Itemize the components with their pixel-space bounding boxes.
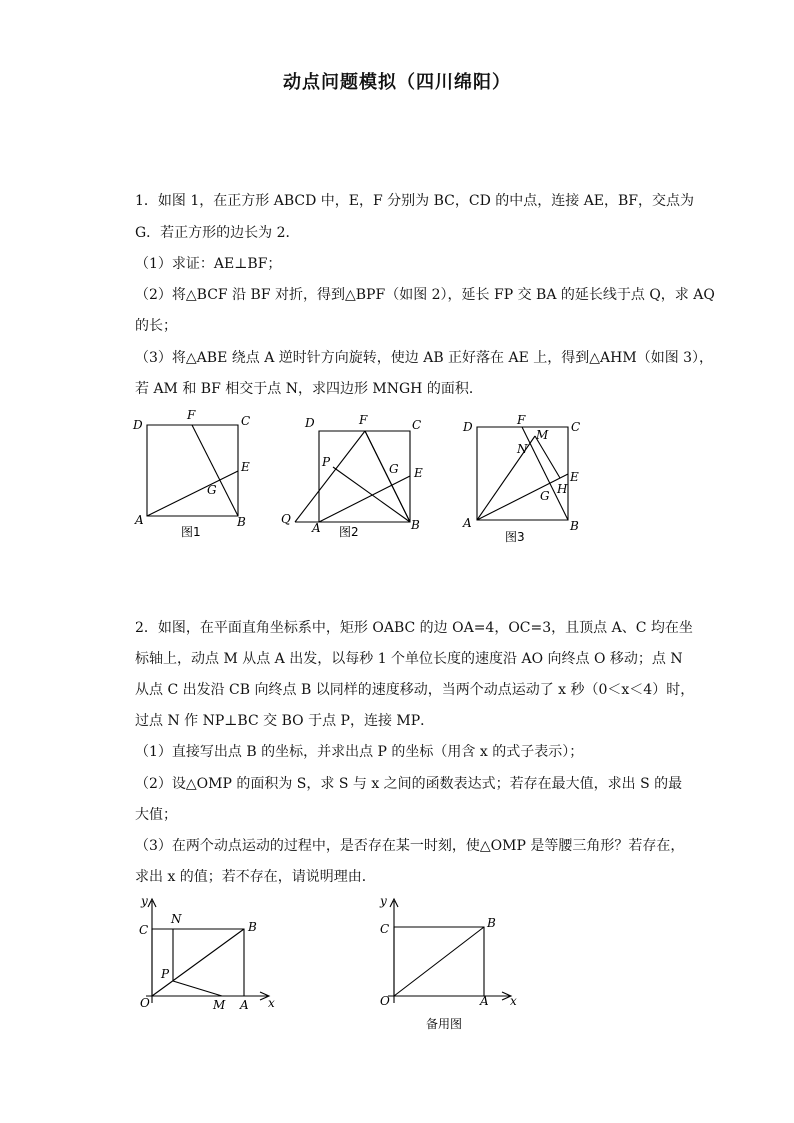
fig4-label-p: P <box>161 967 170 981</box>
problem1-line-5: 的长； <box>135 318 177 334</box>
fig1-label-a: A <box>135 513 144 527</box>
fig3-label-g: G <box>540 489 550 503</box>
problem2-line-9: 求出 x 的值；若不存在，请说明理由． <box>135 869 376 885</box>
fig3-label-e: E <box>570 470 579 484</box>
fig2-label-c: C <box>412 418 422 432</box>
fig4-label-a: A <box>240 998 249 1012</box>
figure-1 <box>125 405 265 545</box>
fig5-label-x: x <box>510 994 517 1008</box>
problem1-line-2: G．若正方形的边长为 2． <box>135 225 300 241</box>
fig4-label-b: B <box>248 920 257 934</box>
figure-3 <box>455 405 595 550</box>
fig3-label-m: M <box>536 428 549 442</box>
fig4-label-m: M <box>213 998 226 1012</box>
fig4-label-y: y <box>141 894 148 908</box>
fig3-segment-ae <box>477 474 568 520</box>
fig2-square <box>319 431 410 522</box>
problem2-line-8: （3）在两个动点运动的过程中，是否存在某一时刻，使△OMP 是等腰三角形？若存在， <box>135 838 685 854</box>
problem1-line-6: （3）将△ABE 绕点 A 逆时针方向旋转，使边 AB 正好落在 AE 上，得到△AHM（如图 3）， <box>135 350 714 366</box>
fig2-label-d: D <box>305 416 315 430</box>
fig5-label-y: y <box>380 894 387 908</box>
fig1-label-e: E <box>241 460 250 474</box>
fig1-label-f: F <box>187 408 196 422</box>
fig1-segment-ae <box>147 471 238 516</box>
problem2-line-4: 过点 N 作 NP⊥BC 交 BO 于点 P，连接 MP． <box>135 713 435 729</box>
page-title: 动点问题模拟（四川绵阳） <box>283 72 511 93</box>
fig2-label-g: G <box>389 462 399 476</box>
fig5-caption: 备用图 <box>426 1017 463 1031</box>
fig2-caption: 图2 <box>339 525 359 539</box>
fig2-segment-qf <box>295 431 365 522</box>
fig3-square <box>477 427 568 520</box>
fig3-caption: 图3 <box>505 530 525 544</box>
fig2-label-b: B <box>411 518 420 532</box>
problem2-line-1: 2．如图，在平面直角坐标系中，矩形 OABC 的边 OA=4，OC=3，且顶点 A、C 均在坐 <box>135 620 693 636</box>
fig1-square <box>147 425 238 516</box>
fig4-label-n: N <box>171 912 182 926</box>
fig2-segment-fb-dup <box>365 431 410 522</box>
fig4-label-o: O <box>140 996 150 1010</box>
fig5-label-o: O <box>380 994 390 1008</box>
fig2-label-e: E <box>414 466 423 480</box>
fig4-segment-pm <box>173 981 222 996</box>
fig2-label-f: F <box>359 413 368 427</box>
fig2-label-a: A <box>312 521 321 535</box>
fig1-segment-bf <box>192 425 238 516</box>
problem2-line-6: （2）设△OMP 的面积为 S，求 S 与 x 之间的函数表达式；若存在最大值，求出 S 的最 <box>135 776 683 792</box>
fig3-label-d: D <box>463 420 473 434</box>
fig1-caption: 图1 <box>181 525 201 539</box>
fig3-label-b: B <box>570 519 579 533</box>
figure-2 <box>275 405 435 545</box>
fig5-label-a: A <box>480 994 489 1008</box>
fig1-label-g: G <box>207 483 217 497</box>
fig3-label-h: H <box>557 482 568 496</box>
fig1-label-c: C <box>241 414 251 428</box>
problem1-line-7: 若 AM 和 BF 相交于点 N，求四边形 MNGH 的面积． <box>135 381 483 397</box>
fig1-label-b: B <box>237 515 246 529</box>
fig1-label-d: D <box>133 418 143 432</box>
fig3-label-c: C <box>571 420 581 434</box>
fig5-label-b: B <box>487 916 496 930</box>
fig4-label-c: C <box>139 923 149 937</box>
fig2-segment-ae <box>319 476 410 522</box>
fig2-label-q: Q <box>281 512 291 526</box>
problem1-line-1: 1．如图 1，在正方形 ABCD 中，E，F 分别为 BC，CD 的中点，连接 AE，BF，交点为 <box>135 193 695 209</box>
fig2-label-p: P <box>322 455 331 469</box>
problem1-line-3: （1）求证：AE⊥BF； <box>135 256 282 272</box>
fig3-label-f: F <box>517 413 526 427</box>
fig3-segment-mh <box>535 436 560 478</box>
problem2-line-5: （1）直接写出点 B 的坐标，并求出点 P 的坐标（用含 x 的式子表示）； <box>135 744 584 760</box>
problem2-line-7: 大值； <box>135 807 177 823</box>
fig5-segment-ob <box>394 927 484 996</box>
figure-4 <box>130 893 290 1028</box>
fig4-segment-ob <box>152 929 244 996</box>
figure-5 <box>370 893 530 1033</box>
fig5-label-c: C <box>380 922 390 936</box>
fig4-label-x: x <box>268 996 275 1010</box>
fig3-label-a: A <box>463 516 472 530</box>
fig3-label-n: N <box>517 442 528 456</box>
problem1-line-4: （2）将△BCF 沿 BF 对折，得到△BPF（如图 2），延长 FP 交 BA 的延长线于点 Q，求 AQ <box>135 287 715 303</box>
problem2-line-2: 标轴上，动点 M 从点 A 出发，以每秒 1 个单位长度的速度沿 AO 向终点 O 移动；点 N <box>135 651 683 667</box>
problem2-line-3: 从点 C 出发沿 CB 向终点 B 以同样的速度移动，当两个动点运动了 x 秒（0＜x＜4）时， <box>135 682 695 698</box>
